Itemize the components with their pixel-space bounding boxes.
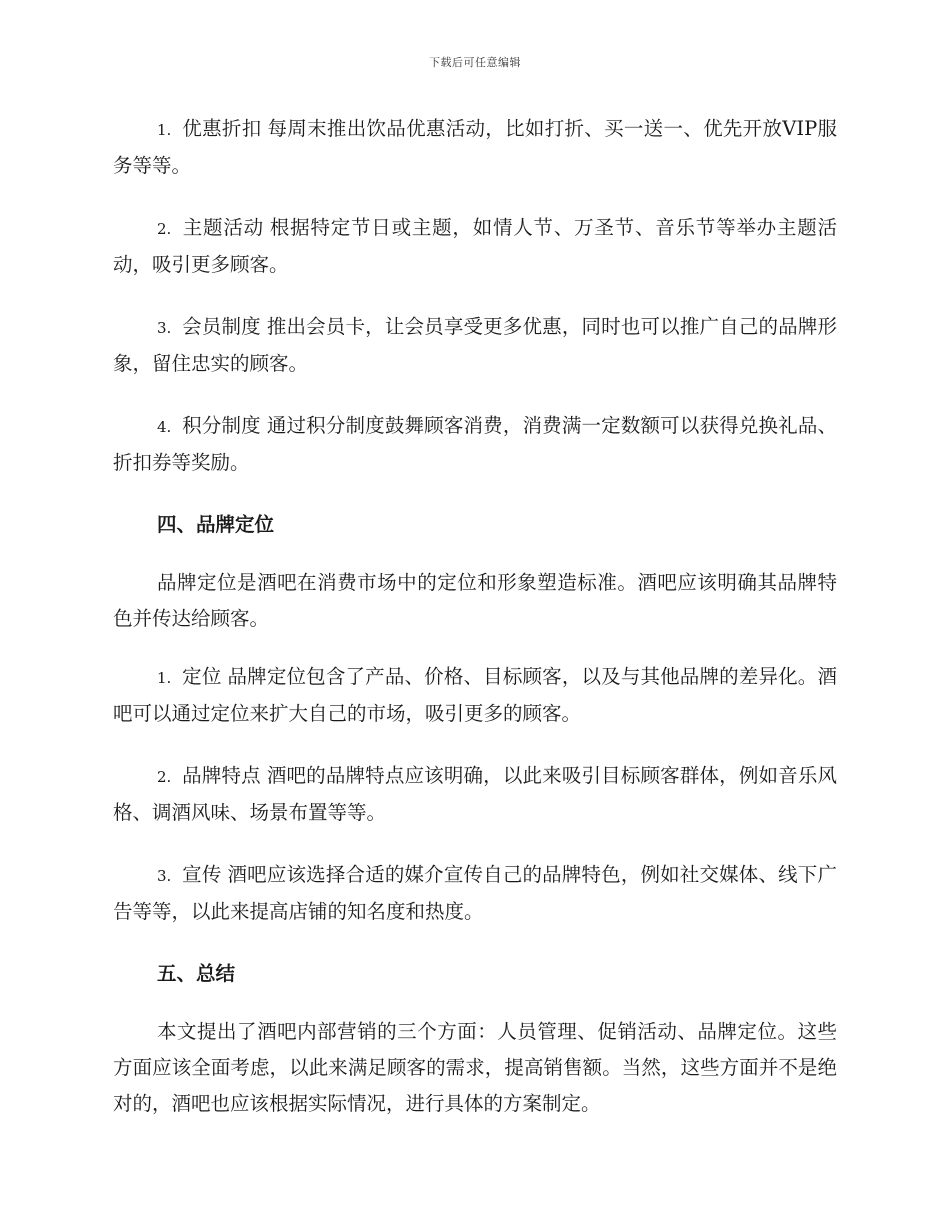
list-number: 2. <box>157 220 172 238</box>
list-item <box>113 857 837 930</box>
list-text: 品牌定位包含了产品、价格、目标顾客，以及与其他品牌的差异化。酒吧可以通过定位来扩大自己的市场，吸引更多的顾客。 <box>113 665 837 725</box>
list-item <box>113 659 837 732</box>
list-number: 3. <box>157 867 172 885</box>
list-item <box>113 408 837 481</box>
list-term: 积分制度 <box>182 414 261 437</box>
section-intro: 品牌定位是酒吧在消费市场中的定位和形象塑造标准。酒吧应该明确其品牌特色并传达给顾客。 <box>113 571 837 630</box>
list-item <box>113 758 837 831</box>
list-term: 优惠折扣 <box>182 117 262 140</box>
list-number: 1. <box>157 121 172 139</box>
list-term: 主题活动 <box>182 216 264 239</box>
document-body <box>113 111 837 1122</box>
list-text: 根据特定节日或主题，如情人节、万圣节、音乐节等举办主题活动，吸引更多顾客。 <box>113 216 837 276</box>
section-heading: 四、品牌定位 <box>157 513 275 536</box>
list-item <box>113 111 837 184</box>
list-term: 会员制度 <box>182 315 261 338</box>
list-item <box>113 309 837 382</box>
summary-paragraph: 本文提出了酒吧内部营销的三个方面：人员管理、促销活动、品牌定位。这些方面应该全面考虑，以此来满足顾客的需求，提高销售额。当然，这些方面并不是绝对的，酒吧也应该根据实际情况，进行具体的方案制定。 <box>113 1020 837 1115</box>
list-text: 推出会员卡，让会员享受更多优惠，同时也可以推广自己的品牌形象，留住忠实的顾客。 <box>113 315 837 375</box>
list-text: 酒吧的品牌特点应该明确，以此来吸引目标顾客群体，例如音乐风格、调酒风味、场景布置等等。 <box>113 764 837 824</box>
list-text: 每周末推出饮品优惠活动，比如打折、买一送一、优先开放VIP服务等等。 <box>113 117 837 177</box>
list-number: 1. <box>157 669 172 687</box>
list-number: 2. <box>157 768 172 786</box>
list-term: 定位 <box>182 665 222 688</box>
list-term: 品牌特点 <box>182 764 261 787</box>
list-text: 通过积分制度鼓舞顾客消费，消费满一定数额可以获得兑换礼品、折扣券等奖励。 <box>113 414 837 474</box>
list-number: 4. <box>157 418 172 436</box>
section-heading: 五、总结 <box>157 962 236 985</box>
list-text: 酒吧应该选择合适的媒介宣传自己的品牌特色，例如社交媒体、线下广告等等，以此来提高店铺的知名度和热度。 <box>113 863 837 923</box>
list-term: 宣传 <box>182 863 222 886</box>
list-item <box>113 210 837 283</box>
page-header: 下载后可任意编辑 <box>429 56 521 69</box>
list-number: 3. <box>157 319 172 337</box>
